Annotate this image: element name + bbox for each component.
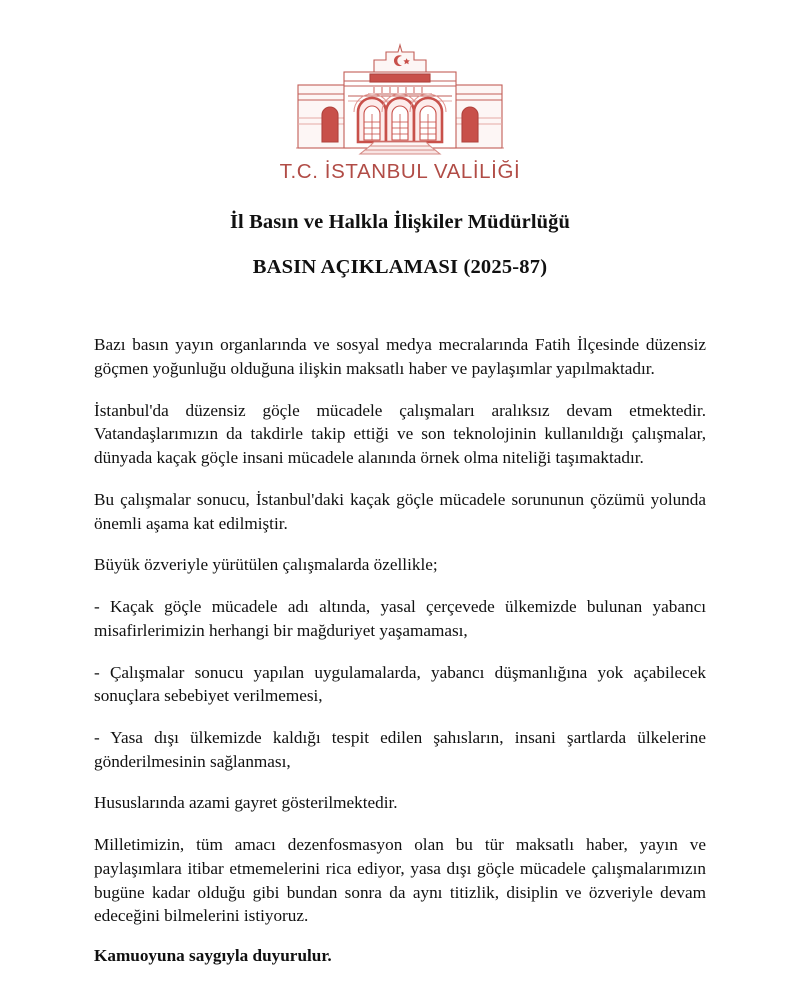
paragraph: Bu çalışmalar sonucu, İstanbul'daki kaçak göçle mücadele sorununun çözümü yolunda önemli aşama kat edilmiştir. (94, 489, 706, 533)
paragraph: İstanbul'da düzensiz göçle mücadele çalışmaları aralıksız devam etmektedir. Vatandaşlarımızın da takdirle takip ettiği ve son teknolojinin kullanıldığı çalışmalar, dünyada kaçak göçle insani mücadele alanında örnek olma niteliği taşımaktadır. (94, 400, 706, 468)
list-item: - Kaçak göçle mücadele adı altında, yasal çerçevede ülkemizde bulunan yabancı misafirlerimizin herhangi bir mağduriyet yaşamaması, (94, 597, 706, 640)
paragraph: Milletimizin, tüm amacı dezenfosmasyon olan bu tür maksatlı haber, yayın ve paylaşımlara itibar etmemelerini rica ediyor, yasa dışı göçle mücadele çalışmalarımızın bugüne kadar olduğu gibi bundan sonra da aynı titizlik, disiplin ve özveriyle devam edeceğini bilmelerini istiyoruz. (94, 835, 706, 926)
page-title: BASIN AÇIKLAMASI (2025-87) (252, 255, 548, 278)
paragraph: Bazı basın yayın organlarında ve sosyal medya mecralarında Fatih İlçesinde düzensiz göçmen yoğunluğu olduğuna ilişkin maksatlı haber ve paylaşımlar yapılmaktadır. (94, 335, 706, 378)
closing-statement: Kamuoyuna saygıyla duyurulur. (94, 946, 332, 966)
department-heading: İl Basın ve Halkla İlişkiler Müdürlüğü (229, 211, 571, 233)
document-headings (0, 210, 800, 279)
list-item: - Çalışmalar sonucu yapılan uygulamalarda, yabancı düşmanlığına yok açabilecek sonuçlara sebebiyet verilmemesi, (94, 662, 706, 706)
list-item: - Yasa dışı ülkemizde kaldığı tespit edilen şahısların, insani şartlarda ülkelerine gönderilmesinin sağlanması, (94, 728, 706, 771)
istanbul-governorship-building-icon (290, 38, 510, 156)
logo-wordmark: T.C. İSTANBUL VALİLİĞİ (279, 160, 521, 183)
paragraph: Büyük özveriyle yürütülen çalışmalarda özellikle; (94, 555, 438, 575)
paragraph: Hususlarında azami gayret gösterilmektedir. (94, 793, 398, 813)
document-body (94, 279, 706, 968)
logo-block (0, 0, 800, 184)
